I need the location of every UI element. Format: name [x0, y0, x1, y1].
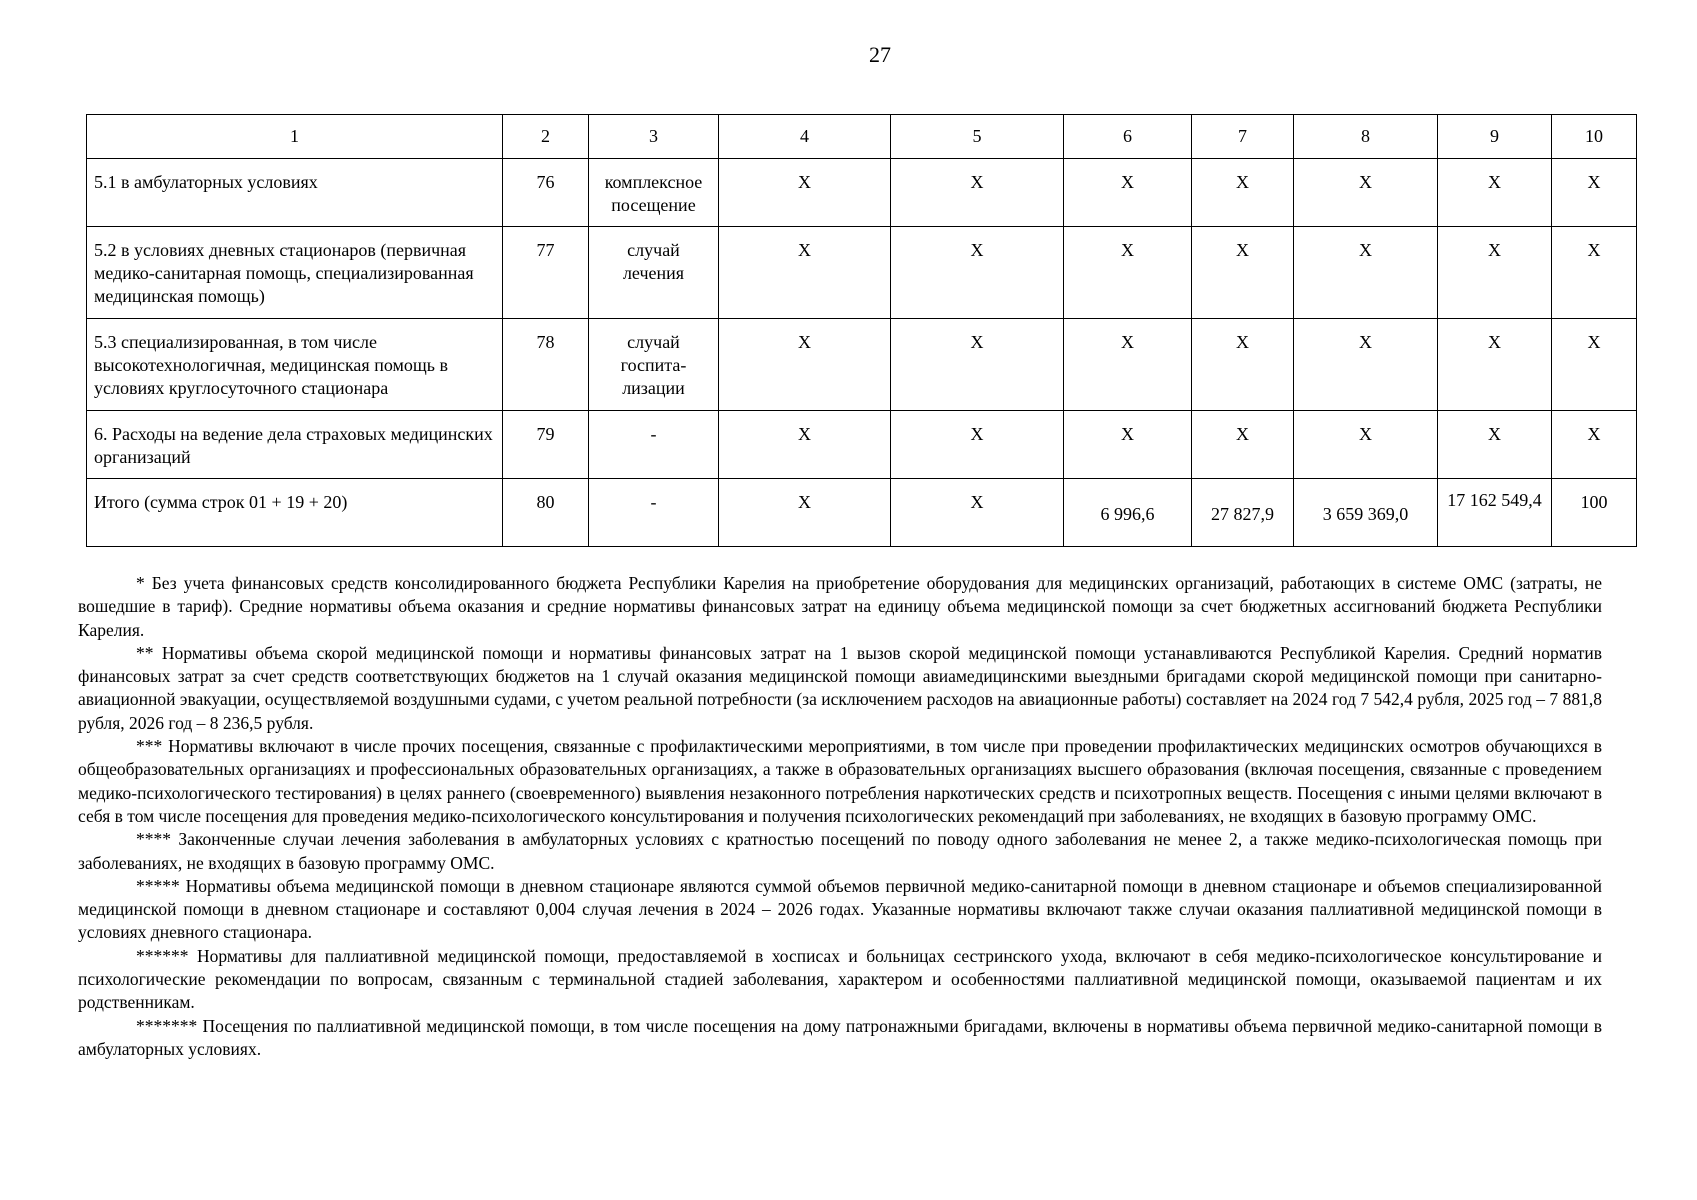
table-cell: Х — [1294, 159, 1438, 227]
row-label-cell: 5.3 специализированная, в том числе высокотехнологичная, медицинская помощь в условиях круглосуточного стационара — [87, 319, 503, 411]
column-header: 10 — [1552, 115, 1637, 159]
table-cell: 17 162 549,4 — [1438, 479, 1552, 547]
footnote: ***** Нормативы объема медицинской помощи в дневном стационаре являются суммой объемов первичной медико-санитарной помощи в дневном стационаре и объемов специализированной медицинской помощи в дневном стационаре и составляют 0,004 случая лечения в 2024 – 2026 годах. Указанные нормативы включают также случаи оказания паллиативной медицинской помощи в условиях дневного стационара. — [78, 875, 1602, 943]
footnotes — [78, 572, 1602, 1061]
column-header: 5 — [891, 115, 1064, 159]
table-cell: Х — [1192, 319, 1294, 411]
table-cell: Х — [1064, 159, 1192, 227]
column-header: 3 — [589, 115, 719, 159]
table-cell: - — [589, 411, 719, 479]
table-cell: 77 — [503, 227, 589, 319]
column-header: 6 — [1064, 115, 1192, 159]
footnote: *** Нормативы включают в числе прочих посещения, связанные с профилактическими мероприятиями, в том числе при проведении профилактических медицинских осмотров обучающихся в общеобразовательных организациях и профессиональных образовательных организациях, а также в образовательных организациях высшего образования (включая посещения, связанные с проведением медико-психологического тестирования) в целях раннего (своевременного) выявления незаконного потребления наркотических средств и психотропных веществ. Посещения с иными целями включают в себя в том числе посещения для проведения медико-психологического консультирования и получения психологических рекомендаций при заболеваниях, не входящих в базовую программу ОМС. — [78, 736, 1602, 826]
row-label-cell: 6. Расходы на ведение дела страховых медицинских организаций — [87, 411, 503, 479]
column-header: 1 — [87, 115, 503, 159]
table-cell: Х — [1552, 227, 1637, 319]
table-cell: 80 — [503, 479, 589, 547]
table-cell: Х — [1552, 159, 1637, 227]
table-cell: 78 — [503, 319, 589, 411]
table-header-row — [87, 115, 1637, 159]
table-cell: случай лечения — [589, 227, 719, 319]
table-cell: 100 — [1552, 479, 1637, 547]
table-row — [87, 227, 1637, 319]
footnote: * Без учета финансовых средств консолидированного бюджета Республики Карелия на приобретение оборудования для медицинских организаций, работающих в системе ОМС (затраты, не вошедшие в тариф). Средние нормативы объема оказания и средние нормативы финансовых затрат на единицу объема медицинской помощи за счет бюджетных ассигнований бюджета Республики Карелия. — [78, 573, 1602, 640]
table-cell: Х — [1064, 411, 1192, 479]
table-cell: Х — [1552, 411, 1637, 479]
table-cell: комплексное посещение — [589, 159, 719, 227]
table-cell: Х — [719, 319, 891, 411]
column-header: 7 — [1192, 115, 1294, 159]
footnote: **** Законченные случаи лечения заболевания в амбулаторных условиях с кратностью посещений по поводу одного заболевания не менее 2, а также медико-психологическая помощь при заболеваниях, не входящих в базовую программу ОМС. — [78, 829, 1602, 873]
table-cell: 76 — [503, 159, 589, 227]
table-cell: Х — [719, 479, 891, 547]
table-row — [87, 159, 1637, 227]
table-cell: Х — [1294, 319, 1438, 411]
column-header: 9 — [1438, 115, 1552, 159]
column-header: 4 — [719, 115, 891, 159]
table-cell: Х — [891, 411, 1064, 479]
table-cell: Х — [1294, 411, 1438, 479]
table-cell: случай госпита-лизации — [589, 319, 719, 411]
table-cell: Х — [1294, 227, 1438, 319]
table-row — [87, 319, 1637, 411]
table-cell: Х — [719, 411, 891, 479]
table-cell: - — [589, 479, 719, 547]
table-cell: Х — [1438, 411, 1552, 479]
table-cell: 27 827,9 — [1192, 479, 1294, 547]
table-cell: Х — [1438, 319, 1552, 411]
table-cell: Х — [1552, 319, 1637, 411]
page-number: 27 — [869, 42, 891, 67]
table-cell: Х — [891, 319, 1064, 411]
table-cell: 6 996,6 — [1064, 479, 1192, 547]
table-cell: Х — [1192, 159, 1294, 227]
table-cell: Х — [891, 159, 1064, 227]
row-label-cell: 5.1 в амбулаторных условиях — [87, 159, 503, 227]
table-cell: Х — [1438, 159, 1552, 227]
table-cell: Х — [1192, 411, 1294, 479]
table-row-total — [87, 479, 1637, 547]
table-cell: Х — [1438, 227, 1552, 319]
column-header: 8 — [1294, 115, 1438, 159]
row-label-cell: Итого (сумма строк 01 + 19 + 20) — [87, 479, 503, 547]
norms-table — [86, 114, 1637, 547]
footnote: ******* Посещения по паллиативной медицинской помощи, в том числе посещения на дому патронажными бригадами, включены в нормативы объема первичной медико-санитарной помощи в амбулаторных условиях. — [78, 1015, 1602, 1059]
column-header: 2 — [503, 115, 589, 159]
table-cell: 3 659 369,0 — [1294, 479, 1438, 547]
table-cell: Х — [1064, 227, 1192, 319]
table-cell: Х — [1192, 227, 1294, 319]
table-cell: Х — [891, 479, 1064, 547]
table-cell: 79 — [503, 411, 589, 479]
table-cell: Х — [719, 227, 891, 319]
footnote: ** Нормативы объема скорой медицинской помощи и нормативы финансовых затрат на 1 вызов скорой медицинской помощи устанавливаются Республикой Карелия. Средний норматив финансовых затрат за счет средств соответствующих бюджетов на 1 случай оказания медицинской помощи авиамедицинскими выездными бригадами скорой медицинской помощи при санитарно-авиационной эвакуации, осуществляемой воздушными судами, с учетом реальной потребности (за исключением расходов на авиационные работы) составляет на 2024 год 7 542,4 рубля, 2025 год – 7 881,8 рубля, 2026 год – 8 236,5 рубля. — [78, 642, 1602, 733]
table-row — [87, 411, 1637, 479]
table-cell: Х — [719, 159, 891, 227]
row-label-cell: 5.2 в условиях дневных стационаров (первичная медико-санитарная помощь, специализированная медицинская помощь) — [87, 227, 503, 319]
table-cell: Х — [891, 227, 1064, 319]
table-cell: Х — [1064, 319, 1192, 411]
footnote: ****** Нормативы для паллиативной медицинской помощи, предоставляемой в хосписах и больницах сестринского ухода, включают в себя медико-психологическое консультирование и психологические рекомендации по вопросам, связанным с терминальной стадией заболевания, характером и особенностями паллиативной медицинской помощи, оказываемой пациентам и их родственникам. — [78, 945, 1602, 1013]
